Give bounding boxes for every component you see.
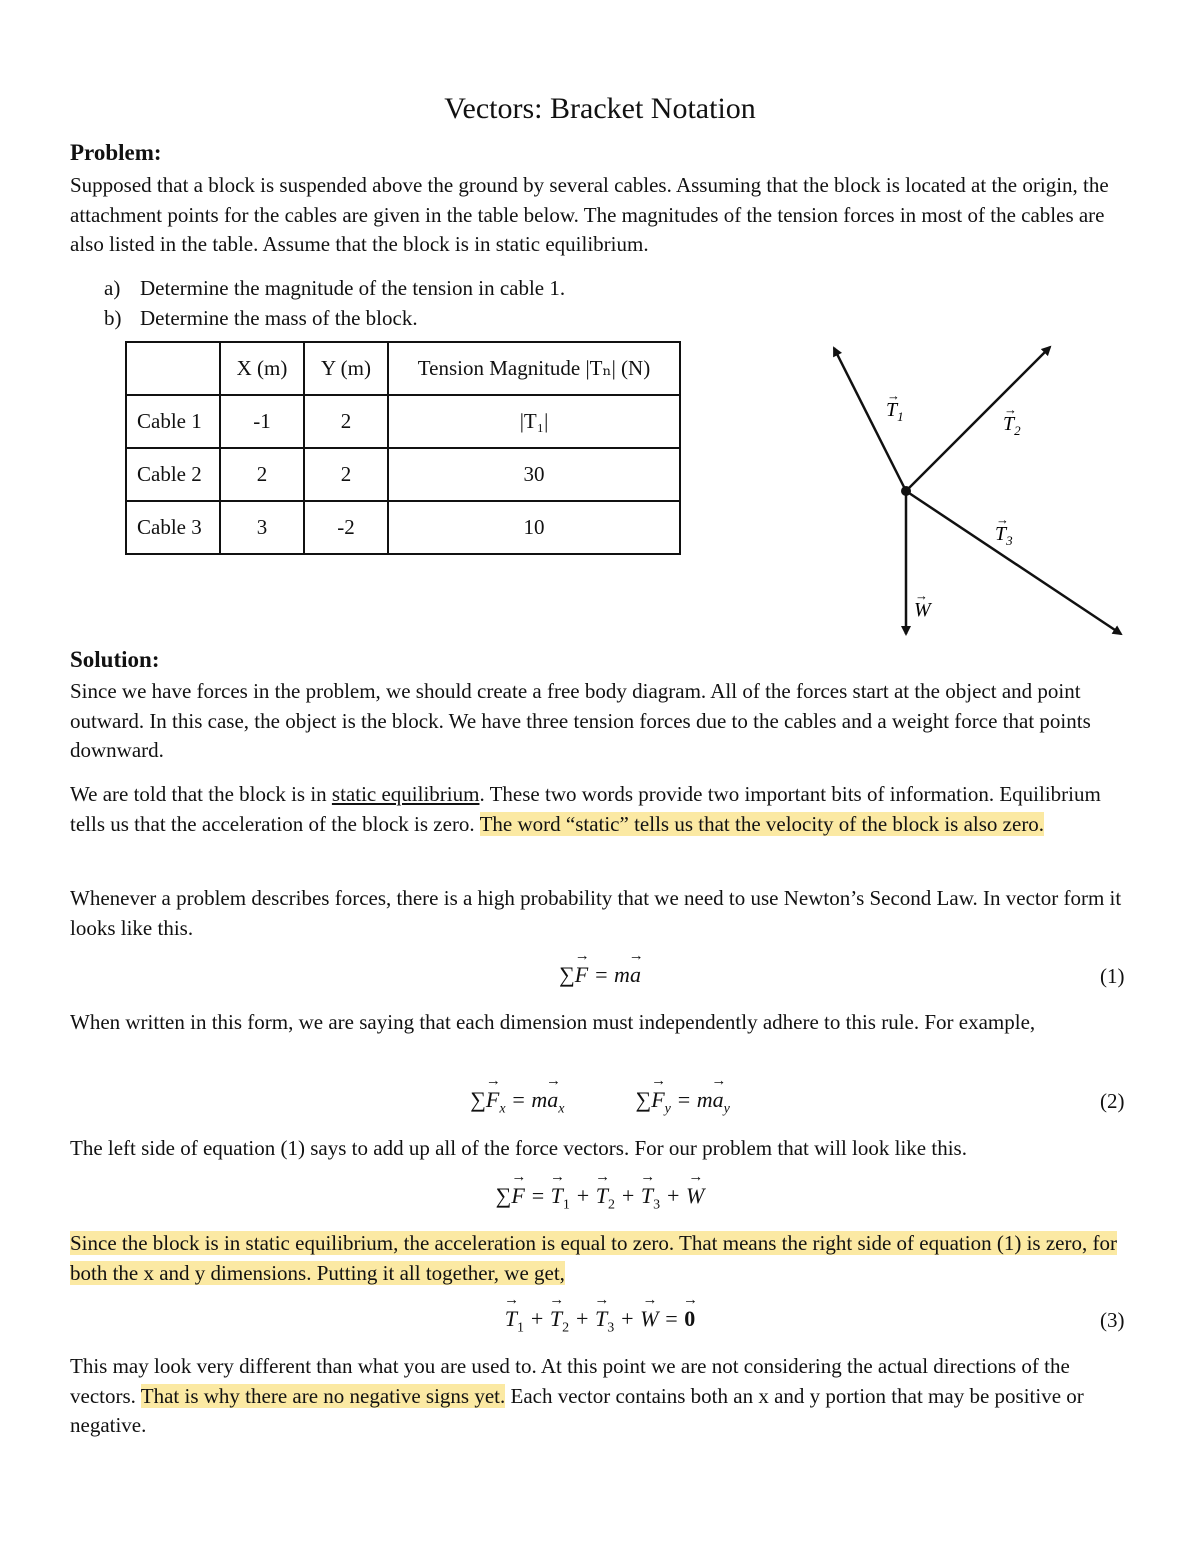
svg-text:→: → <box>887 388 900 403</box>
tension-2-arrow <box>906 347 1050 491</box>
problem-list <box>104 274 565 333</box>
table-cell: 2 <box>304 395 388 448</box>
solution-paragraph-3: Whenever a problem describes forces, there is a high probability that we need to use Newton’s Second Law. In vector form it looks like this. <box>70 886 1122 940</box>
svg-text:T1: $T_1$ <box>886 399 904 424</box>
table-row <box>126 501 680 554</box>
label-t3 <box>995 512 1013 548</box>
svg-text:→: → <box>915 588 928 603</box>
solution-paragraph-2: We are told that the block is in static equilibrium. These two words provide two important bits of information. Equilibrium tells us that the acceleration of the block is zero. The word “static” tells us that the velocity of the block is also zero. <box>70 782 1101 836</box>
table-header-cell: Tension Magnitude |Tₙ| (N) <box>388 342 680 395</box>
label-w <box>914 588 933 621</box>
table-cell: 10 <box>388 501 680 554</box>
table-cell: Cable 1 <box>126 395 220 448</box>
solution-paragraph-7: This may look very different than what you are used to. At this point we are not considering the actual directions of the vectors. That is why there are no negative signs yet. Each vector contains both an x and y portion that may be positive or negative. <box>70 1354 1084 1437</box>
equation-2-number: (2) <box>1100 1089 1125 1113</box>
svg-text:→: → <box>996 512 1009 527</box>
equation-sum: ∑→ F = → $T_1$ + → $T_2$ + → $T_3$ + → W <box>0 1183 1200 1213</box>
equation-2: ∑→ $F_x = m\to a_x$ ∑→ $F_y = m\to a_y$ <box>0 1087 1200 1117</box>
table-cell: Cable 2 <box>126 448 220 501</box>
equation-3: → $T_1$ + → $T_2$ + → $T_3$ + → W = → 0 <box>0 1306 1200 1336</box>
solution-paragraph-1: Since we have forces in the problem, we should create a free body diagram. All of the forces start at the object and point outward. In this case, the object is the block. We have three tension forces due to the cables and a weight force that points downward. <box>70 679 1091 762</box>
equation-3-number: (3) <box>1100 1308 1125 1332</box>
solution-heading: Solution: <box>70 647 160 672</box>
list-item: a) Determine the magnitude of the tension in cable 1. <box>104 276 566 300</box>
table-cell: 3 <box>220 501 304 554</box>
table-cell: |T₁| <box>388 395 680 448</box>
table-cell: 30 <box>388 448 680 501</box>
svg-text:T2: $T_2$ <box>1003 413 1021 438</box>
table-header-row <box>126 342 680 395</box>
table-header-cell <box>126 342 220 395</box>
solution-paragraph-4: When written in this form, we are saying that each dimension must independently adhere to this rule. For example, <box>70 1010 1036 1034</box>
tension-3-arrow <box>906 491 1121 634</box>
solution-paragraph-5: The left side of equation (1) says to add up all of the force vectors. For our problem that will look like this. <box>70 1136 967 1160</box>
problem-heading: Problem: <box>70 140 162 165</box>
table-row <box>126 395 680 448</box>
table-cell: 2 <box>220 448 304 501</box>
label-t2 <box>1003 402 1021 438</box>
solution-paragraph-6: Since the block is in static equilibrium, the acceleration is equal to zero. That means the right side of equation (1) is zero, for both the x and y dimensions. Putting it all together, we get, <box>70 1231 1117 1285</box>
table-header-cell: Y (m) <box>304 342 388 395</box>
table-header-cell: X (m) <box>220 342 304 395</box>
table-cell: 2 <box>304 448 388 501</box>
table-row <box>126 448 680 501</box>
table-cell: Cable 3 <box>126 501 220 554</box>
table-cell: -1 <box>220 395 304 448</box>
equation-1: ∑→ F = m→ a <box>0 962 1200 988</box>
page-title: Vectors: Bracket Notation <box>444 92 756 125</box>
label-t1 <box>886 388 904 424</box>
problem-text: Supposed that a block is suspended above the ground by several cables. Assuming that the block is located at the origin, the attachment points for the cables are given in the table below. The magnitudes of the tension forces in most of the cables are also listed in the table. Assume that the block is in static equilibrium. <box>70 173 1109 256</box>
svg-text:T3: $T_3$ <box>995 523 1013 548</box>
svg-text:W: W <box>914 599 931 621</box>
cable-table <box>125 341 681 555</box>
list-item: b) Determine the mass of the block. <box>104 305 418 330</box>
block-point <box>901 486 911 496</box>
equation-1-number: (1) <box>1100 964 1125 988</box>
svg-text:→: → <box>1004 402 1017 417</box>
table-cell: -2 <box>304 501 388 554</box>
free-body-diagram <box>810 330 1140 650</box>
